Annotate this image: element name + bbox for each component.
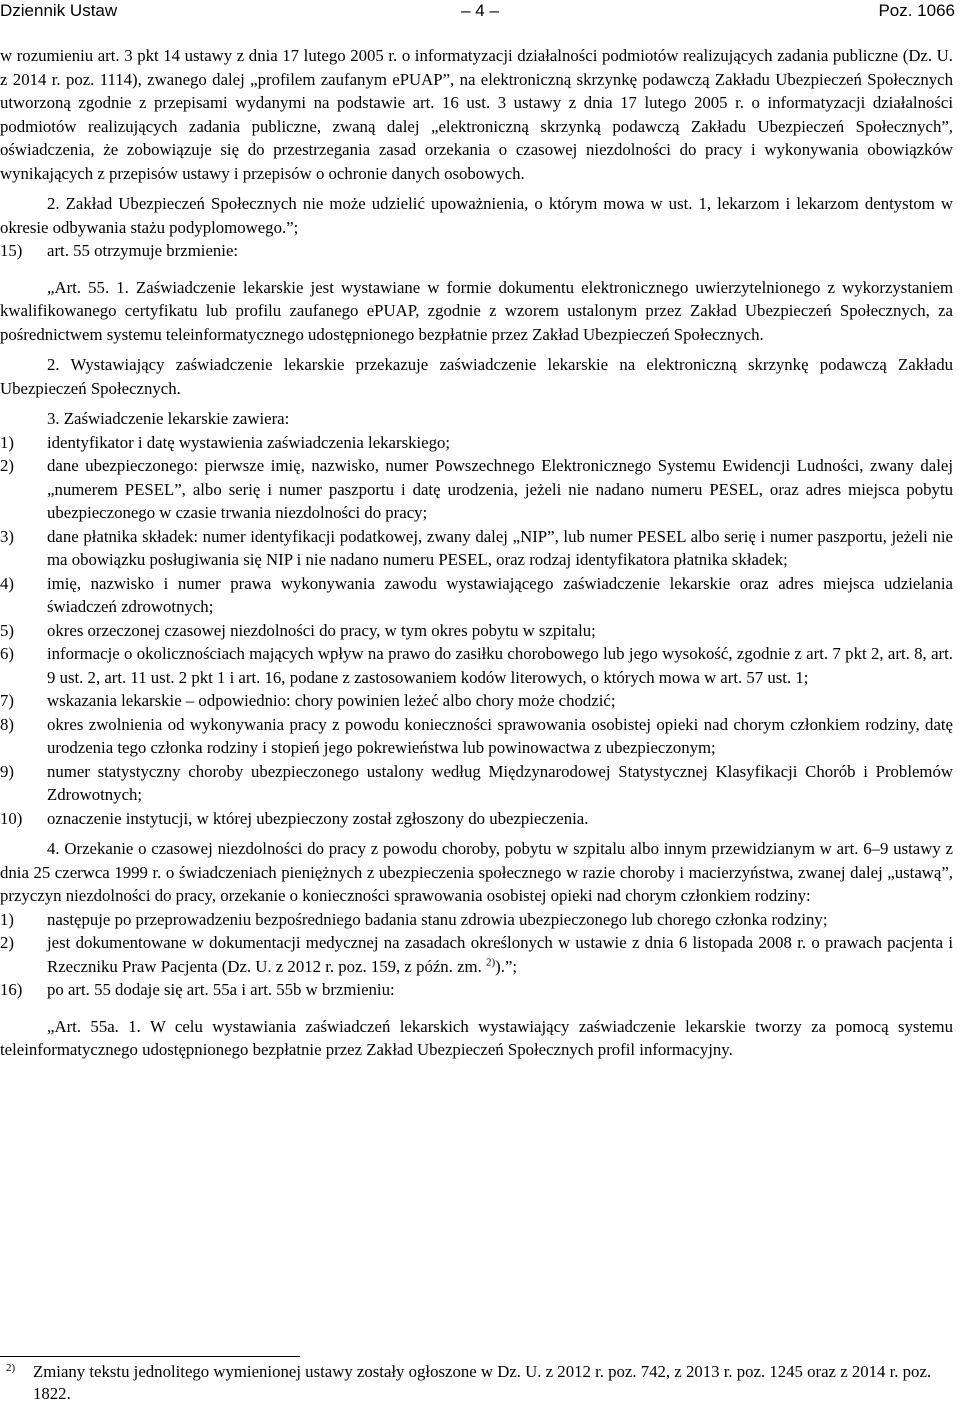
point-number: 16) [0, 980, 23, 999]
list-item-text: dane płatnika składek: numer identyfikacji podatkowej, zwany dalej „NIP”, lub numer PESEL albo serię i numer paszportu, jeżeli nie ma obowiązku posługiwania się NIP i nie nadano numeru PESEL, oraz rodzaj identyfikatora płatnika składek; [47, 526, 953, 569]
list-item-text: imię, nazwisko i numer prawa wykonywania zawodu wystawiającego zaświadczenie lekarskie oraz adres miejsca udzielania świadczeń zdrowotnych; [47, 573, 953, 616]
list-item-text: okres orzeczonej czasowej niezdolności do pracy, w tym okres pobytu w szpitalu; [47, 620, 596, 640]
art-55-ust-4: 4. Orzekanie o czasowej niezdolności do pracy z powodu choroby, pobytu w szpitalu albo innym przewidzianym w art. 6–9 ustawy z dnia 25 czerwca 1999 r. o świadczeniach pieniężnych z ubezpieczenia społecznego w razie choroby i macierzyństwa, zwanej dalej „ustawą”, przyczyn niezdolności do pracy, orzekanie o konieczności sprawowania osobistej opieki nad chorym członkiem rodziny: [0, 839, 953, 905]
footnote-divider [0, 1356, 300, 1357]
list-item-text-end: ).”; [495, 956, 518, 976]
list-item-number: 3) [0, 526, 14, 546]
art-55a-ust-1: „Art. 55a. 1. W celu wystawiania zaświadczeń lekarskich wystawiający zaświadczenie lekarskie tworzy za pomocą systemu teleinformatycznego udostępnionego bezpłatnie przez Zakład Ubezpieczeń Społecznych profil informacyjny. [0, 1016, 953, 1059]
list-item-number: 6) [0, 644, 14, 663]
list-item-number: 10) [0, 808, 23, 828]
list-item [0, 572, 953, 619]
list-item-text: dane ubezpieczonego: pierwsze imię, nazwisko, numer Powszechnego Elektronicznego Systemu Ewidencji Ludności, zwany dalej „numerem PESEL”, albo serię i numer paszportu i datę urodzenia, jeżeli nie nadano numeru PESEL, oraz adres miejsca pobytu ubezpieczonego w czasie trwania niezdolności do pracy; [47, 456, 953, 522]
list-item [0, 689, 953, 713]
paragraph-continuation: w rozumieniu art. 3 pkt 14 ustawy z dnia 17 lutego 2005 r. o informatyzacji działalności podmiotów realizujących zadania publiczne (Dz. U. z 2014 r. poz. 1114), zwanego dalej „profilem zaufanym ePUAP”, na elektroniczną skrzynkę podawczą Zakładu Ubezpieczeń Społecznych utworzoną zgodnie z przepisami wydanymi na podstawie art. 16 ust. 3 ustawy z dnia 17 lutego 2005 r. o informatyzacji działalności podmiotów realizujących zadania publiczne, zwaną dalej „elektroniczną skrzynką podawczą Zakładu Ubezpieczeń Społecznych”, oświadczenia, że zobowiązuje się do przestrzegania zasad orzekania o czasowej niezdolności do pracy i wykonywania obowiązków wynikających z przepisów ustawy i przepisów o ochronie danych osobowych. [0, 46, 953, 183]
list-item [0, 760, 953, 807]
list-item-number: 1) [0, 909, 14, 929]
point-text: art. 55 otrzymuje brzmienie: [47, 241, 239, 260]
list-item [0, 431, 953, 455]
list-item [0, 713, 953, 760]
list-item-number: 2) [0, 933, 14, 952]
list-item [0, 807, 953, 831]
footnote-mark: 2) [6, 1362, 16, 1374]
art-55-ust-1: „Art. 55. 1. Zaświadczenie lekarskie jest wystawiane w formie dokumentu elektronicznego uwierzytelnionego z wykorzystaniem kwalifikowanego certyfikatu lub profilu zaufanego ePUAP, zgodnie z wzorem ustalonym przez Zakład Ubezpieczeń Społecznych, za pośrednictwem systemu teleinformatycznego udostępnionego bezpłatnie przez Zakład Ubezpieczeń Społecznych. [0, 277, 953, 344]
list-item-text: numer statystyczny choroby ubezpieczonego ustalony według Międzynarodowej Statystycznej Klasyfikacji Chorób i Problemów Zdrowotnych; [47, 761, 953, 804]
list-item [0, 908, 953, 932]
footnote [0, 1361, 953, 1405]
list-item [0, 525, 953, 572]
list-item-number: 1) [0, 432, 14, 452]
footnote-text: Zmiany tekstu jednolitego wymienionej ustawy zostały ogłoszone w Dz. U. z 2012 r. poz. 742, z 2013 r. poz. 1245 oraz z 2014 r. poz. 1822. [33, 1362, 932, 1403]
document-body [0, 44, 953, 1062]
list-item [0, 454, 953, 525]
ust-3-list [0, 431, 953, 831]
footnotes [0, 1356, 953, 1405]
page-header [0, 0, 960, 24]
journal-title: Dziennik Ustaw [0, 1, 118, 20]
list-item [0, 642, 953, 689]
page-number: – 4 – [461, 1, 499, 20]
art-55-ust-2: 2. Wystawiający zaświadczenie lekarskie przekazuje zaświadczenie lekarskie na elektroniczną skrzynkę podawczą Zakładu Ubezpieczeń Społecznych. [0, 355, 953, 398]
ust-4-list [0, 908, 953, 979]
paragraph-ust-2: 2. Zakład Ubezpieczeń Społecznych nie może udzielić upoważnienia, o którym mowa w ust. 1, lekarzom i lekarzom dentystom w okresie odbywania stażu podyplomowego.”; [0, 194, 953, 237]
list-item-number: 4) [0, 573, 14, 593]
list-item-text-part: jest dokumentowane w dokumentacji medycznej na zasadach określonych w ustawie z dnia 6 listopada 2008 r. o prawach pacjenta i Rzeczniku Praw Pacjenta (Dz. U. z 2012 r. poz. 159, z późn. zm. [47, 933, 953, 976]
list-item-number: 5) [0, 620, 14, 640]
list-item-text [47, 933, 953, 976]
amendment-point-15 [0, 239, 953, 263]
footnote-reference[interactable]: 2) [485, 955, 496, 968]
list-item-text: oznaczenie instytucji, w której ubezpieczony został zgłoszony do ubezpieczenia. [47, 808, 589, 828]
list-item [0, 931, 953, 978]
list-item-text: wskazania lekarskie – odpowiednio: chory powinien leżeć albo chory może chodzić; [47, 691, 616, 710]
list-item-number: 9) [0, 761, 14, 781]
point-number: 15) [0, 241, 23, 260]
list-item-text: następuje po przeprowadzeniu bezpośredniego badania stanu zdrowia ubezpieczonego lub chorego członka rodziny; [47, 909, 828, 929]
point-text: po art. 55 dodaje się art. 55a i art. 55b w brzmieniu: [47, 980, 395, 999]
list-item-number: 2) [0, 456, 14, 475]
list-item-text: identyfikator i datę wystawienia zaświadczenia lekarskiego; [47, 432, 451, 452]
list-item-number: 7) [0, 691, 14, 710]
list-item-text: okres zwolnienia od wykonywania pracy z powodu konieczności sprawowania osobistej opieki nad chorym członkiem rodziny, datę urodzenia tego członka rodziny i stopień jego pokrewieństwa lub powinowactwa z ubezpieczonym; [47, 714, 953, 757]
list-item [0, 619, 953, 643]
art-55-ust-3: 3. Zaświadczenie lekarskie zawiera: [47, 409, 290, 428]
list-item-text: informacje o okolicznościach mających wpływ na prawo do zasiłku chorobowego lub jego wysokość, zgodnie z art. 7 pkt 2, art. 8, art. 9 ust. 2, art. 11 ust. 2 pkt 1 i art. 16, podane z zastosowaniem kodów literowych, o których mowa w art. 57 ust. 1; [47, 644, 953, 687]
amendment-point-16 [0, 978, 953, 1002]
position-number: Poz. 1066 [878, 1, 955, 20]
list-item-number: 8) [0, 714, 14, 734]
